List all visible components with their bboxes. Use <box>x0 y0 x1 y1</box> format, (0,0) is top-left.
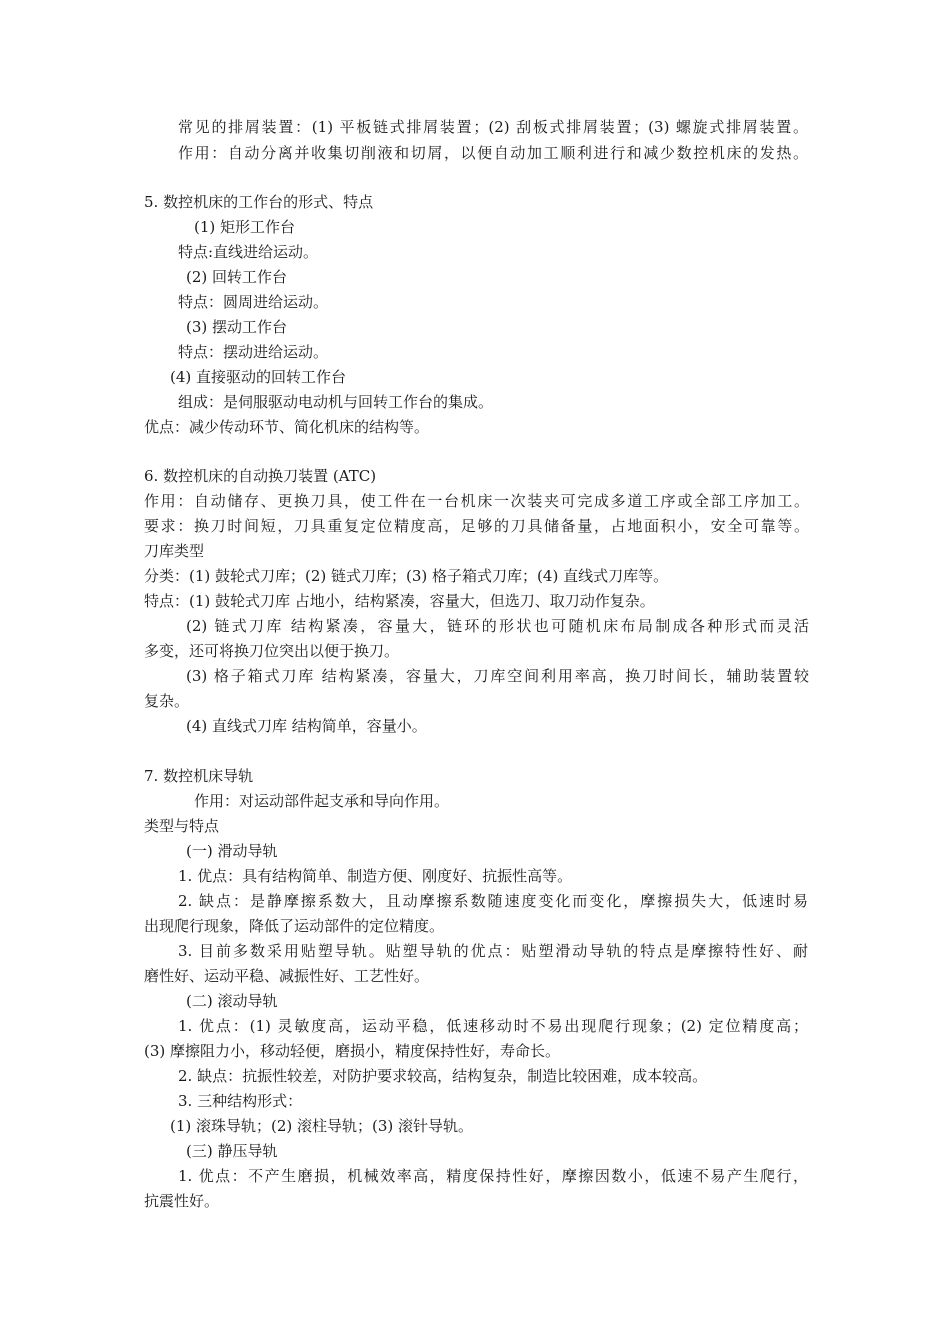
text-line: 作用：自动储存、更换刀具，使工件在一台机床一次装夹可完成多道工序或全部工序加工。 <box>144 492 809 510</box>
text-line: (3) 摩擦阻力小，移动轻便，磨损小，精度保持性好，寿命长。 <box>144 1042 561 1060</box>
text-line: 2. 缺点：是静摩擦系数大，且动摩擦系数随速度变化而变化，摩擦损失大，低速时易 <box>178 892 808 910</box>
text-line: 1. 优点：具有结构简单、制造方便、刚度好、抗振性高等。 <box>178 867 573 885</box>
text-line: 3. 目前多数采用贴塑导轨。贴塑导轨的优点：贴塑滑动导轨的特点是摩擦特性好、耐 <box>178 942 808 960</box>
text-line: (1) 矩形工作台 <box>194 218 296 236</box>
text-line: 1. 优点：不产生磨损，机械效率高，精度保持性好，摩擦因数小，低速不易产生爬行， <box>178 1167 808 1185</box>
text-line: (3) 摆动工作台 <box>186 318 288 336</box>
text-line: (2) 链式刀库 结构紧凑，容量大，链环的形状也可随机床布局制成各种形式而灵活 <box>186 617 809 635</box>
text-line: 特点：摆动进给运动。 <box>178 343 329 361</box>
section-heading: 7. 数控机床导轨 <box>144 767 254 785</box>
text-line: (3) 格子箱式刀库 结构紧凑，容量大，刀库空间利用率高，换刀时间长，辅助装置较 <box>186 667 809 685</box>
text-line: 特点：圆周进给运动。 <box>178 293 329 311</box>
text-line: (4) 直接驱动的回转工作台 <box>170 368 347 386</box>
text-line: (2) 回转工作台 <box>186 268 288 286</box>
text-line: 组成：是伺服驱动电动机与回转工作台的集成。 <box>178 393 494 411</box>
text-line: 作用：对运动部件起支承和导向作用。 <box>194 792 450 810</box>
text-line: 特点:直线进给运动。 <box>178 243 319 261</box>
text-line: 刀库类型 <box>144 542 205 560</box>
text-line: 类型与特点 <box>144 817 220 835</box>
text-line: 分类：(1) 鼓轮式刀库；(2) 链式刀库；(3) 格子箱式刀库；(4) 直线式刀库等。 <box>144 567 669 585</box>
text-line: 优点：减少传动环节、简化机床的结构等。 <box>144 418 430 436</box>
text-line: (二) 滚动导轨 <box>186 992 278 1010</box>
text-line: 磨性好、运动平稳、减振性好、工艺性好。 <box>144 967 430 985</box>
text-line: 多变，还可将换刀位突出以便于换刀。 <box>144 642 400 660</box>
text-line: (4) 直线式刀库 结构简单，容量小。 <box>186 717 427 735</box>
text-line: (一) 滑动导轨 <box>186 842 278 860</box>
text-line: 出现爬行现象，降低了运动部件的定位精度。 <box>144 917 445 935</box>
text-line: 3. 三种结构形式： <box>178 1092 303 1110</box>
section-heading: 5. 数控机床的工作台的形式、特点 <box>144 193 374 211</box>
text-line: 1. 优点：(1) 灵敏度高，运动平稳，低速移动时不易出现爬行现象；(2) 定位精度高； <box>178 1017 808 1035</box>
text-line: (1) 滚珠导轨；(2) 滚柱导轨；(3) 滚针导轨。 <box>170 1117 474 1135</box>
text-line: 2. 缺点：抗振性较差，对防护要求较高，结构复杂，制造比较困难，成本较高。 <box>178 1067 708 1085</box>
text-line: 特点：(1) 鼓轮式刀库 占地小，结构紧凑，容量大，但选刀、取刀动作复杂。 <box>144 592 655 610</box>
text-line: 抗震性好。 <box>144 1192 220 1210</box>
text-line: 作用：自动分离并收集切削液和切屑，以便自动加工顺利进行和减少数控机床的发热。 <box>178 144 808 162</box>
text-line: 要求：换刀时间短，刀具重复定位精度高，足够的刀具储备量，占地面积小，安全可靠等。 <box>144 517 809 535</box>
section-heading: 6. 数控机床的自动换刀装置 (ATC) <box>144 467 377 485</box>
text-line: 常见的排屑装置：(1) 平板链式排屑装置；(2) 刮板式排屑装置；(3) 螺旋式排屑装置。 <box>178 118 808 136</box>
text-line: (三) 静压导轨 <box>186 1142 278 1160</box>
text-line: 复杂。 <box>144 692 190 710</box>
